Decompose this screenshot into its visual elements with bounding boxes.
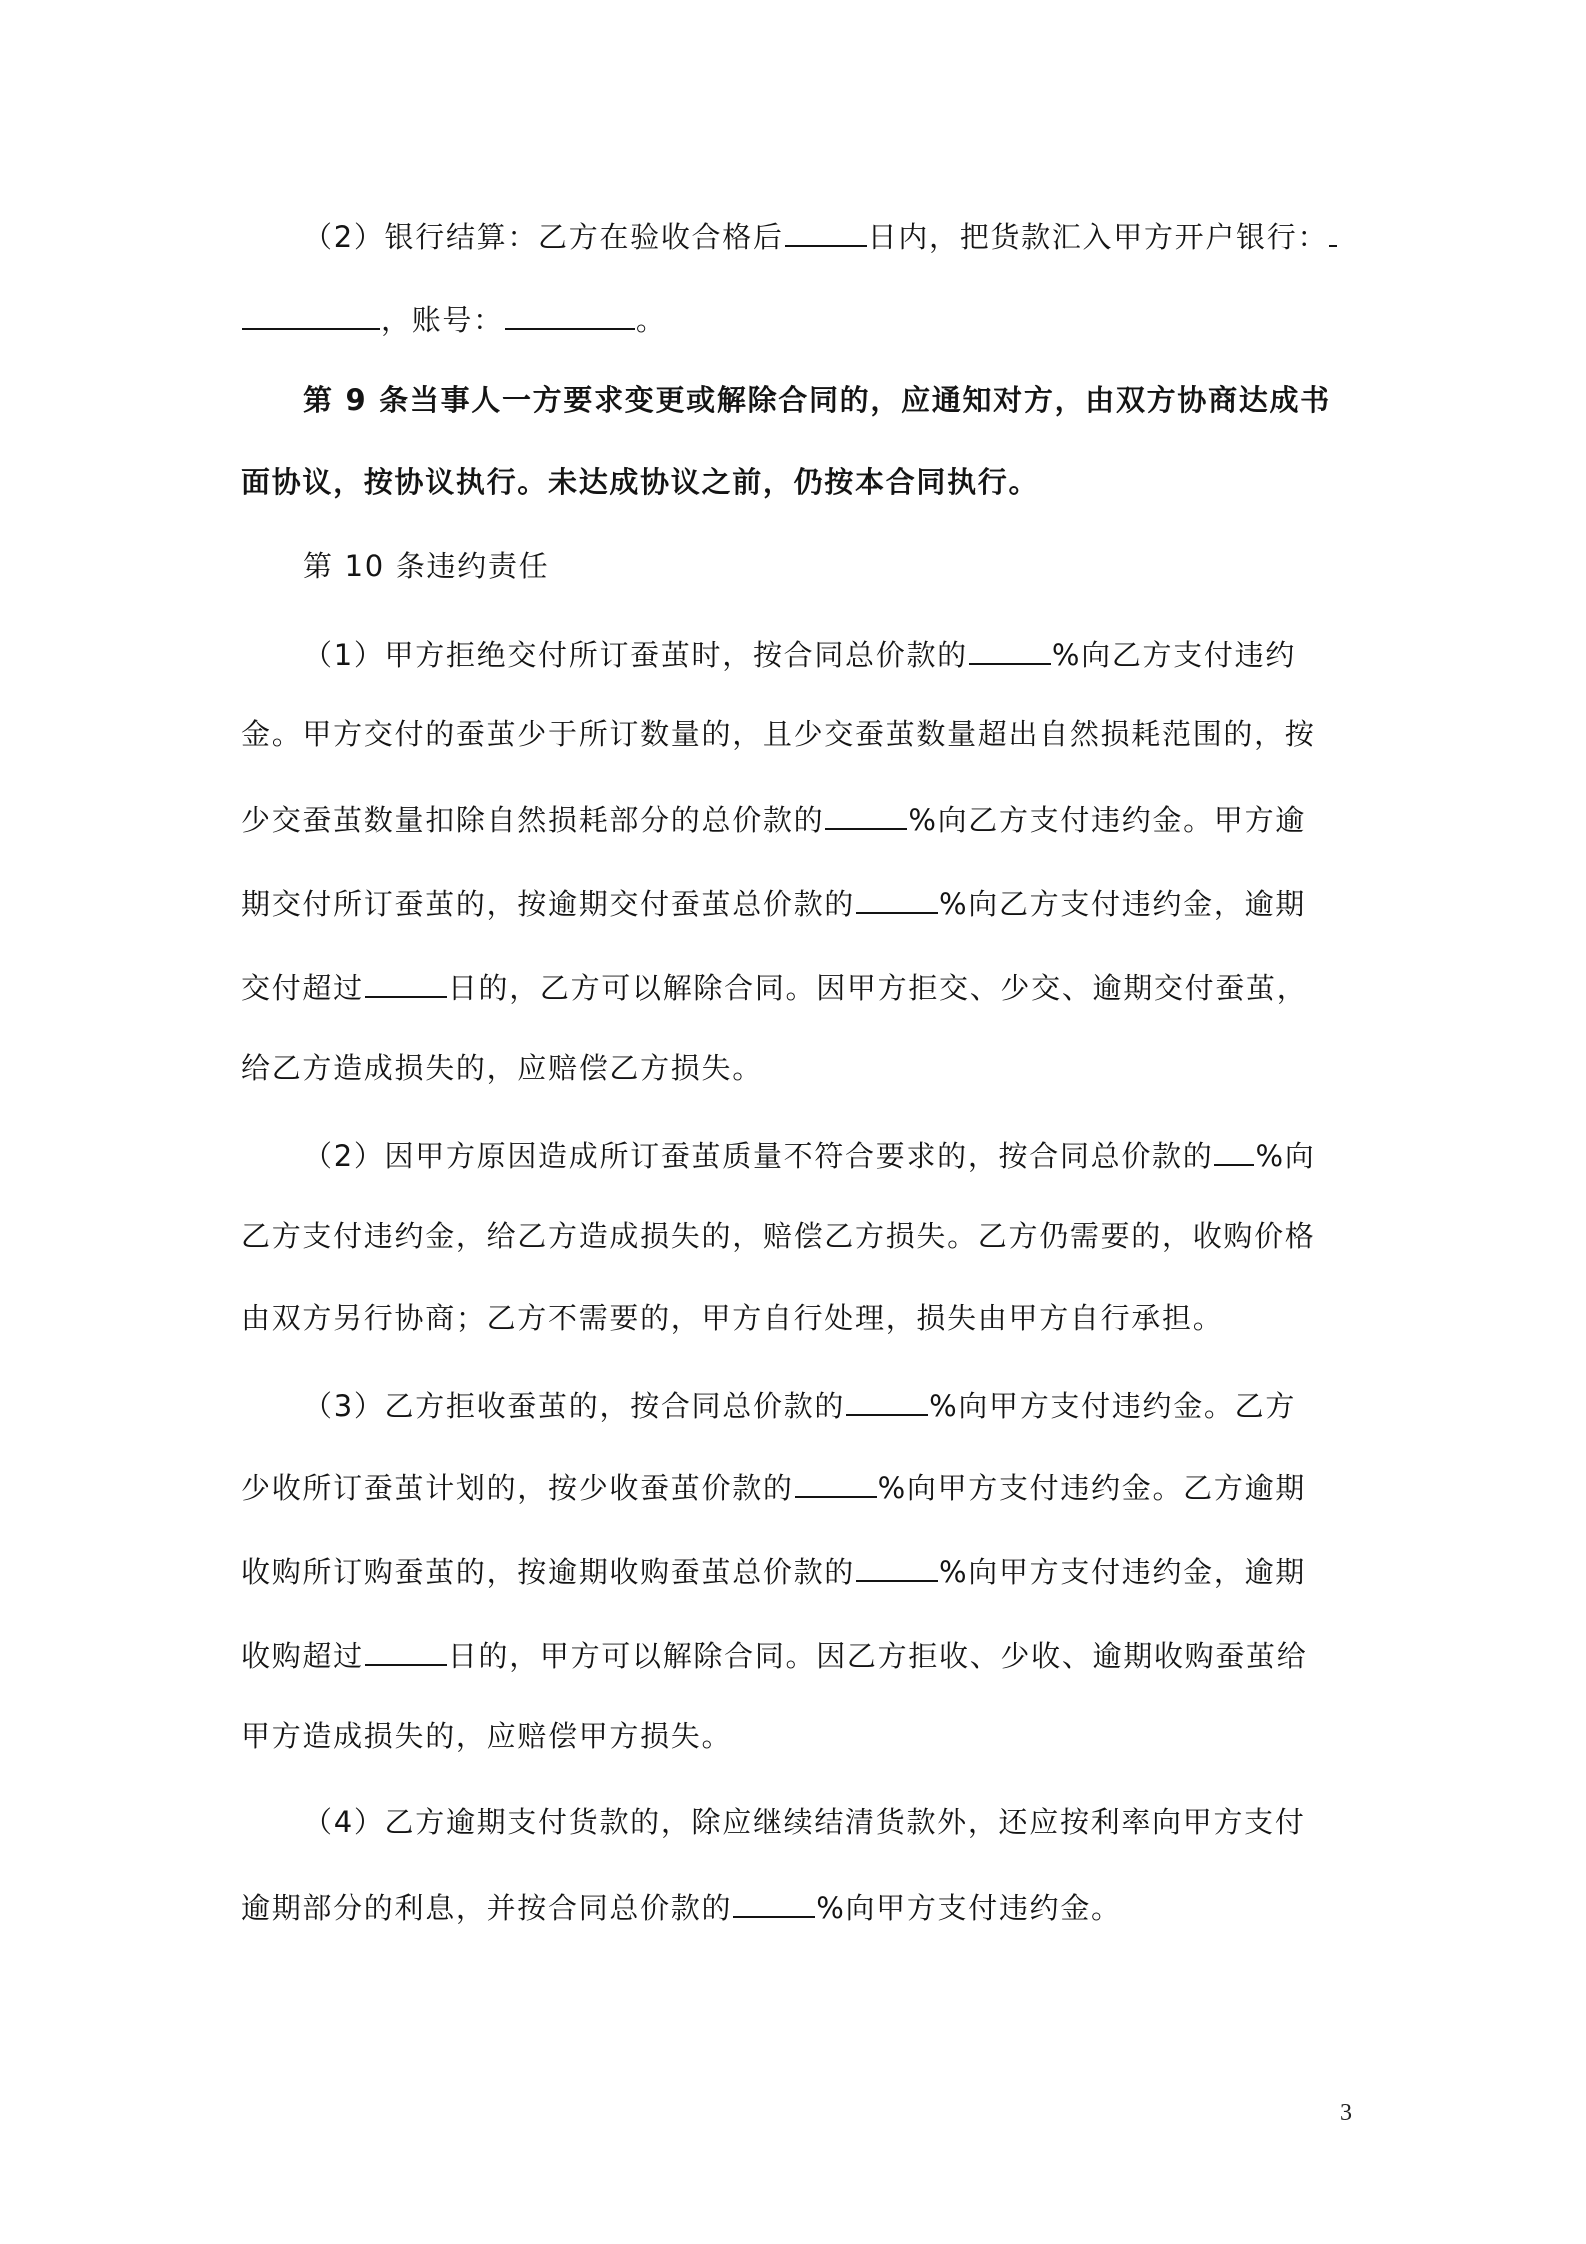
text-segment: 乙方支付违约金，给乙方造成损失的，赔偿乙方损失。乙方仍需要的，收购价格	[241, 1219, 1316, 1253]
text-segment: 甲方造成损失的，应赔偿甲方损失。	[241, 1719, 733, 1753]
text-segment: %向甲方支付违约金。	[816, 1891, 1122, 1925]
clause-10-1-line-2	[241, 714, 1316, 754]
article-9-line-1	[303, 380, 1331, 420]
blank-days	[365, 1634, 447, 1666]
blank-days	[785, 215, 867, 247]
clause-10-2-line-1	[303, 1134, 1315, 1176]
blank-percent	[856, 882, 938, 914]
clause-10-1-line-3	[241, 798, 1306, 840]
clause-10-4-line-2	[241, 1886, 1122, 1928]
clause-10-3-line-5	[241, 1716, 732, 1756]
blank-percent	[733, 1886, 815, 1918]
text-segment: %向	[1255, 1139, 1316, 1173]
clause-10-4-line-1	[303, 1802, 1306, 1842]
blank-account-number	[505, 298, 635, 330]
text-segment: %向甲方支付违约金，逾期	[939, 1555, 1306, 1589]
text-segment: %向乙方支付违约金，逾期	[939, 887, 1306, 921]
clause-10-3-line-3	[241, 1550, 1306, 1592]
clause-10-3-line-4	[241, 1634, 1307, 1676]
text-segment: %向乙方支付违约	[1051, 638, 1297, 672]
article-9-line-2	[241, 462, 1039, 502]
text-segment: 面协议，按协议执行。未达成协议之前，仍按本合同执行。	[241, 465, 1040, 499]
text-segment: %向乙方支付违约金。甲方逾	[908, 803, 1306, 837]
blank-percent	[795, 1466, 877, 1498]
blank-percent	[1214, 1134, 1254, 1166]
clause-10-3-line-2	[241, 1466, 1306, 1508]
text-segment: （2）因甲方原因造成所订蚕茧质量不符合要求的，按合同总价款的	[303, 1139, 1214, 1173]
text-segment: （1）甲方拒绝交付所订蚕茧时，按合同总价款的	[303, 638, 968, 672]
text-segment: 日内，把货款汇入甲方开户银行：	[867, 220, 1329, 254]
text-segment: 少交蚕茧数量扣除自然损耗部分的总价款的	[241, 803, 825, 837]
clause-8-2-bank-settlement	[303, 215, 1338, 257]
clause-10-1-line-4	[241, 882, 1306, 924]
bank-account-line	[241, 298, 667, 340]
clause-10-2-line-2	[241, 1216, 1316, 1256]
text-segment: 第 10 条违约责任	[303, 549, 550, 583]
text-segment: 第 9 条当事人一方要求变更或解除合同的，应通知对方，由双方协商达成书	[303, 383, 1331, 417]
text-segment: （2）银行结算：乙方在验收合格后	[303, 220, 784, 254]
blank-percent	[825, 798, 907, 830]
clause-10-3-line-1	[303, 1384, 1296, 1426]
text-segment: 。	[635, 303, 667, 337]
blank-percent	[856, 1550, 938, 1582]
text-segment: （4）乙方逾期支付货款的，除应继续结清货款外，还应按利率向甲方支付	[303, 1805, 1306, 1839]
clause-10-1-line-5	[241, 966, 1307, 1008]
blank-days	[365, 966, 447, 998]
text-segment: 日的，甲方可以解除合同。因乙方拒收、少收、逾期收购蚕茧给	[447, 1639, 1308, 1673]
clause-10-1-line-6	[241, 1048, 763, 1088]
blank-bank	[242, 298, 380, 330]
text-segment: 金。甲方交付的蚕茧少于所订数量的，且少交蚕茧数量超出自然损耗范围的，按	[241, 717, 1316, 751]
text-segment: 给乙方造成损失的，应赔偿乙方损失。	[241, 1051, 763, 1085]
text-segment: %向甲方支付违约金。乙方	[929, 1389, 1297, 1423]
text-segment: 收购超过	[241, 1639, 364, 1673]
text-segment: 收购所订购蚕茧的，按逾期收购蚕茧总价款的	[241, 1555, 856, 1589]
text-segment: 逾期部分的利息，并按合同总价款的	[241, 1891, 733, 1925]
article-10-heading	[303, 546, 549, 586]
text-segment: 少收所订蚕茧计划的，按少收蚕茧价款的	[241, 1471, 794, 1505]
text-segment: 交付超过	[241, 971, 364, 1005]
blank-bank-start	[1329, 215, 1337, 247]
text-segment: ，账号：	[381, 303, 504, 337]
blank-percent	[846, 1384, 928, 1416]
text-segment: （3）乙方拒收蚕茧的，按合同总价款的	[303, 1389, 846, 1423]
text-segment: 由双方另行协商；乙方不需要的，甲方自行处理，损失由甲方自行承担。	[241, 1301, 1224, 1335]
text-segment: %向甲方支付违约金。乙方逾期	[877, 1471, 1306, 1505]
blank-percent	[969, 633, 1051, 665]
page-number: 3	[1340, 2100, 1352, 2126]
clause-10-2-line-3	[241, 1298, 1223, 1338]
text-segment: 期交付所订蚕茧的，按逾期交付蚕茧总价款的	[241, 887, 856, 921]
text-segment: 日的，乙方可以解除合同。因甲方拒交、少交、逾期交付蚕茧，	[447, 971, 1308, 1005]
clause-10-1-line-1	[303, 633, 1296, 675]
